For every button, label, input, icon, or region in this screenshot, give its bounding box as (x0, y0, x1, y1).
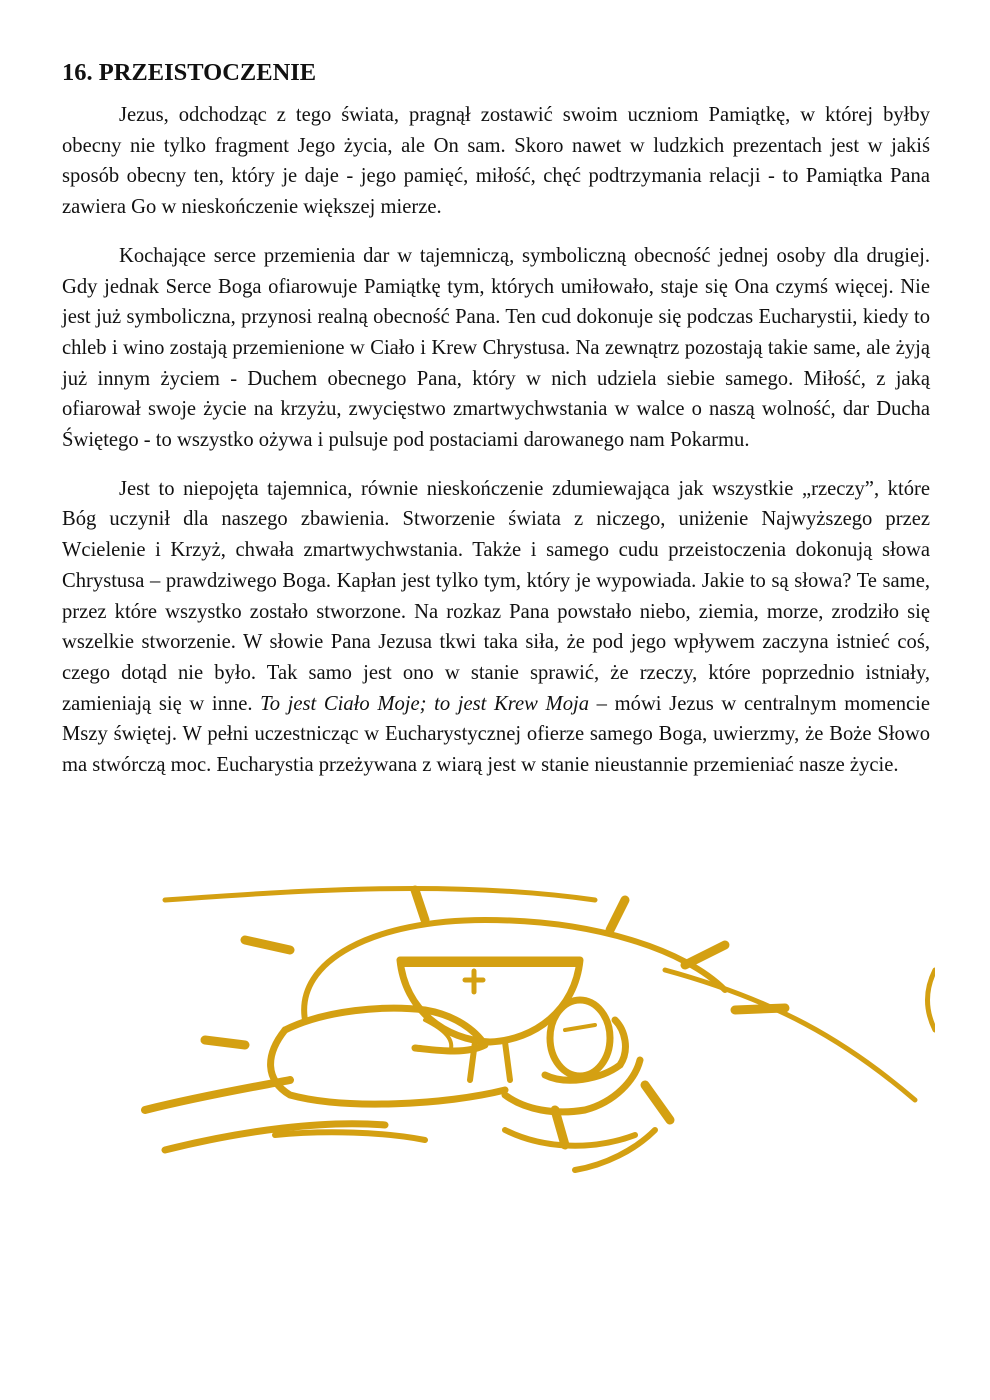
document-page (62, 56, 930, 799)
paragraph-1: Jezus, odchodząc z tego świata, pragnął zostawić swoim uczniom Pamiątkę, w której byłby obecny nie tylko fragment Jego życia, ale On sam. Skoro nawet w ludzkich prezentach jest w jakiś sposób obecny ten, który je daje - jego pamięć, miłość, chęć podtrzymania relacji - to Pamiątka Pana zawiera Go w nieskończenie większej mierze. (62, 104, 930, 219)
paragraph-3 (62, 474, 930, 781)
paragraph-3-text-after: – mówi Jezus w centralnym momencie Mszy świętej. W pełni uczestnicząc w Eucharystycznej ofierze samego Boga, uwierzmy, że Boże Słowo ma stwórczą moc. Eucharystia przeżywana z wiarą jest w stanie nieustannie przemieniać nasze życie. (62, 692, 931, 777)
chalice-and-host-icon (125, 880, 935, 1180)
page-title: 16. PRZEISTOCZENIE (62, 59, 317, 86)
paragraph-3-quote: To jest Ciało Moje; to jest Krew Moja (260, 692, 590, 715)
paragraph-2: Kochające serce przemienia dar w tajemniczą, symboliczną obecność jednej osoby dla drugiej. Gdy jednak Serce Boga ofiarowuje Pamiątkę tym, których umiłowało, staje się Ona czymś więcej. Nie jest już symboliczna, przynosi realną obecność Pana. Ten cud dokonuje się podczas Eucharystii, kiedy to chleb i wino zostają przemienione w Ciało i Krew Chrystusa. Na zewnątrz pozostają takie same, ale żyją już innym życiem - Duchem obecnego Pana, który w nich udziela siebie samego. Miłość, z jaką ofiarował swoje życie na krzyżu, zwycięstwo zmartwychwstania w walce o naszą wolność, dar Ducha Świętego - to wszystko ożywa i pulsuje pod postaciami darowanego nam Pokarmu. (62, 244, 930, 452)
paragraph-3-text-before: Jest to niepojęta tajemnica, równie nieskończenie zdumiewająca jak wszystkie „rzeczy”, które Bóg uczynił dla naszego zbawienia. Stworzenie świata z niczego, uniżenie Najwyższego przez Wcielenie i Krzyż, chwała zmartwychwstania. Także i samego cudu przeistoczenia dokonują słowa Chrystusa – prawdziwego Boga. Kapłan jest tylko tym, który je wypowiada. Jakie to są słowa? Te same, przez które wszystko zostało stworzone. Na rozkaz Pana powstało niebo, ziemia, morze, zrodziło się wszelkie stworzenie. W słowie Pana Jezusa tkwi taka siła, że pod jego wpływem zaczyna istnieć coś, czego dotąd nie było. Tak samo jest ono w stanie sprawić, że rzeczy, które poprzednio istniały, zamieniają się w inne. (62, 477, 930, 715)
